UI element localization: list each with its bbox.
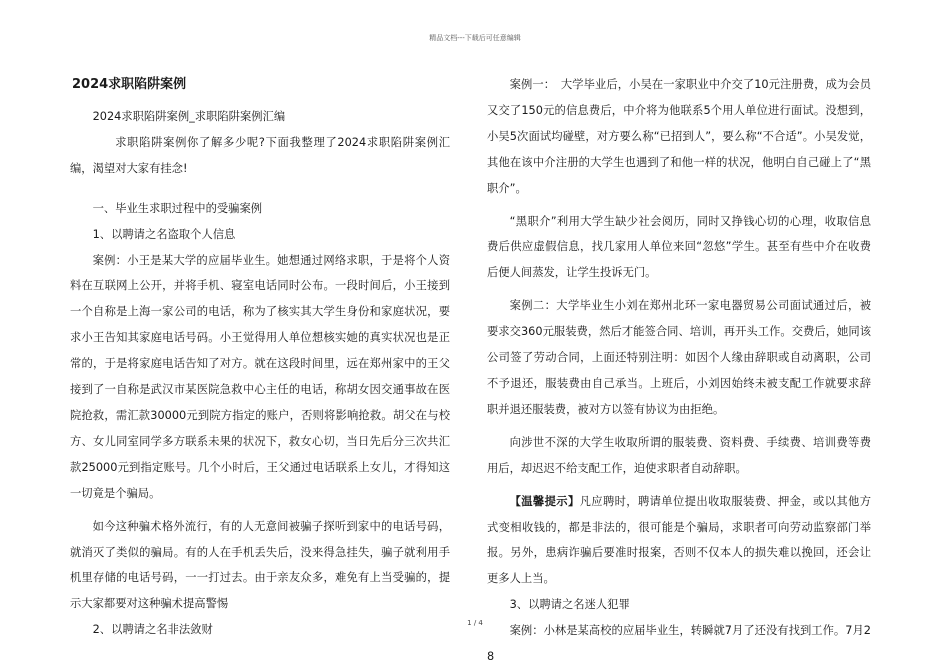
right-column bbox=[487, 72, 871, 670]
left-column bbox=[70, 72, 450, 643]
section-heading: 一、毕业生求职过程中的受骗案例 bbox=[92, 201, 263, 215]
explanation-paragraph: “黑职介”利用大学生缺少社会阅历，同时又挣钱心切的心理，收取信息费后供应虚假信息，找几家用人单位来回“忽悠”学生。甚至有些中介在收费后便人间蒸发，让学生投诉无门。 bbox=[487, 214, 871, 280]
page-header: 精品文档---下载后可任意编辑 bbox=[429, 34, 521, 42]
tip-label: 【温馨提示】 bbox=[509, 494, 580, 508]
page-number: 1 / 4 bbox=[467, 619, 483, 627]
warning-paragraph: 如今这种骗术格外流行，有的人无意间被骗子探听到家中的电话号码，就消灭了类似的骗局。有的人在手机丢失后，没来得急挂失，骗子就利用手机里存储的电话号码，一一打过去。由于亲友众多，难免有上当受骗的，提示大家都要对这种骗术提高警惕 bbox=[70, 519, 450, 611]
case-paragraph: 案例：小王是某大学的应届毕业生。她想通过网络求职，于是将个人资料在互联网上公开，并将手机、寝室电话同时公布。一段时间后，小王接到一个自称是上海一家公司的电话，称为了核实其大学生身份和家庭状况，要求小王告知其家庭电话号码。小王觉得用人单位想核实她的真实状况也是正常的，于是将家庭电话告知了对方。就在这段时间里，远在郑州家中的王父接到了一自称是武汉市某医院急救中心主任的电话，称胡女因交通事故在医院抢救，需汇款30000元到院方指定的账户，否则将影响抢救。胡父在与校方、女儿同室同学多方联系未果的状况下，救女心切，当日先后分三次共汇款25000元到指定账号。几个小时后，王父通过电话联系上女儿，才得知这一切竟是个骗局。 bbox=[70, 253, 450, 500]
case-paragraph: 案例一： 大学毕业后，小吴在一家职业中介交了10元注册费，成为会员又交了150元的信息费后，中介将为他联系5个用人单位进行面试。没想到，小吴5次面试均碰壁，对方要么称“已招到人”，要么称“不合适”。小吴发觉，其他在该中介注册的大学生也遇到了和他一样的状况，他明白自己碰上了“黑职介”。 bbox=[487, 78, 871, 195]
tip-text: 凡应聘时，聘请单位提出收取服装费、押金，或以其他方式变相收钱的，都是非法的，很可能是个骗局，求职者可向劳动监察部门举报。另外，患病诈骗后要准时报案，否则不仅本人的损失难以挽回，还会让更多人上当。 bbox=[487, 494, 871, 586]
tip-paragraph bbox=[487, 489, 871, 593]
subtitle: 2024求职陷阱案例_求职陷阱案例汇编 bbox=[92, 110, 286, 123]
document-title: 2024求职陷阱案例 bbox=[72, 77, 187, 92]
item-heading: 3、以聘请之名迷人犯罪 bbox=[509, 598, 630, 612]
item-heading: 1、以聘请之名盗取个人信息 bbox=[92, 227, 236, 241]
case-paragraph: 案例二：大学毕业生小刘在郑州北环一家电器贸易公司面试通过后，被要求交360元服装费，然后才能签合同、培训，再开头工作。交费后，她同该公司签了劳动合同，上面还特别注明：如因个人缘由辞职或自动离职，公司不予退还，服装费由自己承当。上班后，小刘因始终未被支配工作就要求辞职并退还服装费，被对方以签有协议为由拒绝。 bbox=[487, 299, 871, 416]
explanation-paragraph: 向涉世不深的大学生收取所谓的服装费、资料费、手续费、培训费等费用后，却迟迟不给支配工作，迫使求职者自动辞职。 bbox=[487, 435, 871, 475]
intro-paragraph: 求职陷阱案例你了解多少呢?下面我整理了2024求职陷阱案例汇编，渴望对大家有挂念! bbox=[70, 135, 450, 175]
case-paragraph: 案例：小林是某高校的应届毕业生，转瞬就7月了还没有找到工作。7月28 bbox=[487, 624, 871, 664]
item-heading: 2、以聘请之名非法敛财 bbox=[92, 623, 213, 637]
